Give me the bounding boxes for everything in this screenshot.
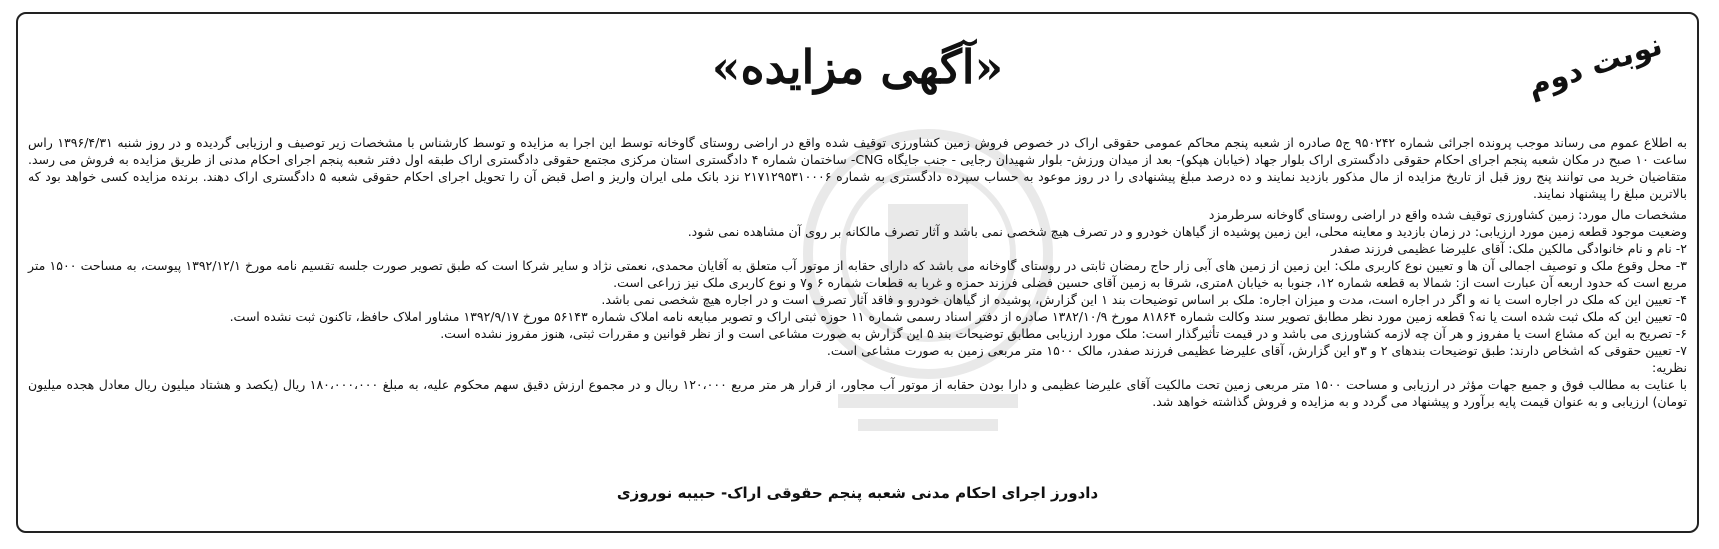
registration-line: ۵- تعیین این که ملک ثبت شده است یا نه؟ قطعه زمین مورد نظر مطابق تصویر سند وکالت شماره ۸۱۸۶۴ مورخ ۱۳۸۲/۱۰/۹ صادره از دفتر اسناد رسمی شماره ۱۱ حوزه ثبتی اراک و تصویر مبایعه نامه املاک شماره ۵۶۱۴۳ مورخ ۱۳۹۲/۹/۱۷ مشاور املاک حافظ، تاکنون ثبت نشده است. bbox=[229, 309, 1687, 324]
rights-line: ۷- تعیین حقوقی که اشخاص دارند: طبق توضیحات بندهای ۲ و ۳و این گزارش، آقای علیرضا عظیمی فرزند صفدر، مالک ۱۵۰۰ متر مربعی زمین به صورت مشاعی است. bbox=[826, 343, 1687, 358]
lease-line: ۴- تعیین این که ملک در اجاره است یا نه و اگر در اجاره است، مدت و میزان اجاره: ملک بر اساس توضیحات بند ۱ این گزارش، پوشیده از گیاهان خودرو و فاقد آثار تصرف است و در اجاره هیچ شخصی نمی باشد. bbox=[601, 292, 1687, 307]
signature-line: دادورز اجرای احکام مدنی شعبه پنجم حقوقی اراک- حبیبه نوروزی bbox=[616, 484, 1099, 502]
owner-line: ۲- نام و نام خانوادگی مالکین ملک: آقای علیرضا عظیمی فرزند صفدر bbox=[1331, 241, 1687, 256]
location-line: ۳- محل وقوع ملک و توصیف اجمالی آن ها و تعیین نوع کاربری ملک: این زمین از زمین های آبی زار حاج رمضان ثابتی در روستای گاوخانه می باشد که دارای حقابه از موتور آب متعلق به آقایان محمدی، نعمتی نژاد و سایر شرکا است که طبق تصویر صورت جلسه تقسیم نامه مورخ ۱۳۹۲/۱۲/۱ پیوست، به مساحت ۱۵۰۰ متر مربع است که حدود اربعه آن عبارت است از: شمالا به قطعه شماره ۱۲، جنوبا به خیابان ۸متری، شرقا به زمین آقای حسین فضلی فرزند حمزه و غربا به قطعات شماره ۶ و۷ و نوع کاربری ملک نیز زراعی است. bbox=[28, 258, 1687, 290]
intro-paragraph: به اطلاع عموم می رساند موجب پرونده اجرائی شماره ۹۵۰۲۴۲ ج۵ صادره از شعبه پنجم محاکم عمومی حقوقی اراک در خصوص فروش زمین کشاورزی توقیف شده واقع در اراضی روستای گاوخانه توسط این اجرا به مزایده و توسط کارشناس با مشخصات زیر توصیف و ارزیابی گردیده و در روز شنبه ۱۳۹۶/۴/۳۱ راس ساعت ۱۰ صبح در مکان شعبه پنجم اجرای احکام حقوقی دادگستری اراک بلوار جهاد (خیابان هپکو)- بعد از میدان ورزش- بلوار شهیدان رجایی - جنب جایگاه CNG- ساختمان شماره ۴ دادگستری استان مرکزی مجتمع حقوقی دادگستری اراک طبقه اول دفتر شعبه پنجم اجرای احکام مدنی از طریق مزایده به فروش می رسد. متقاضیان خرید می توانند پنج روز قبل از تاریخ مزایده از مال مذکور بازدید نمایند و ده درصد مبلغ پیشنهادی را در روز موعود به حساب سپرده دادگستری به شماره ۲۱۷۱۲۹۵۳۱۰۰۰۶ نزد بانک ملی ایران واریز و اصل قبض آن را تحویل اجرای احکام حقوقی شعبه ۵ دادگستری اراک دهند. برنده مزایده کسی خواهد بود که بالاترین مبلغ را پیشنهاد نمایند. bbox=[28, 135, 1687, 201]
notice-title: «آگهی مزایده» bbox=[711, 40, 1004, 94]
property-condition-line: وضعیت موجود قطعه زمین مورد ارزیابی: در زمان بازدید و معاینه محلی، این زمین پوشیده از گیاهان خودرو و در تصرف هیچ شخصی نمی باشد و آثار تصرف مالکانه بر روی آن مشاهده نمی شود. bbox=[687, 224, 1687, 239]
notice-body bbox=[28, 134, 1687, 410]
property-spec-line: مشخصات مال مورد: زمین کشاورزی توقیف شده واقع در اراضی روستای گاوخانه سرطرمزد bbox=[1208, 207, 1687, 222]
shared-ownership-line: ۶- تصریح به این که مشاع است یا مفروز و هر آن چه لازمه کشاورزی می باشد و در قیمت تأثیرگذار است: ملک مورد ارزیابی مطابق توضیحات بند ۵ این گزارش به صورت مشاعی است و از نظر قوانین و مقررات ثبتی، هنوز مفروز نشده است. bbox=[440, 326, 1687, 341]
second-round-badge: نوبت دوم bbox=[1523, 27, 1667, 104]
notice-frame bbox=[16, 12, 1699, 533]
opinion-heading: نظریه: bbox=[1651, 360, 1687, 375]
opinion-paragraph: با عنایت به مطالب فوق و جمیع جهات مؤثر در ارزیابی و مساحت ۱۵۰۰ متر مربعی زمین تحت مالکیت آقای علیرضا عظیمی و دارا بودن حقابه از موتور آب مجاور، از قرار هر متر مربع ۱۲۰،۰۰۰ ریال و در مجموع ارزش دقیق سهم محکوم علیه، به مبلغ ۱۸۰،۰۰۰،۰۰۰ ریال (یکصد و هشتاد میلیون ریال معادل هجده میلیون تومان) ارزیابی و به عنوان قیمت پایه برآورد و پیشنهاد می گردد و به مزایده و فروش گذاشته خواهد شد. bbox=[28, 377, 1688, 409]
